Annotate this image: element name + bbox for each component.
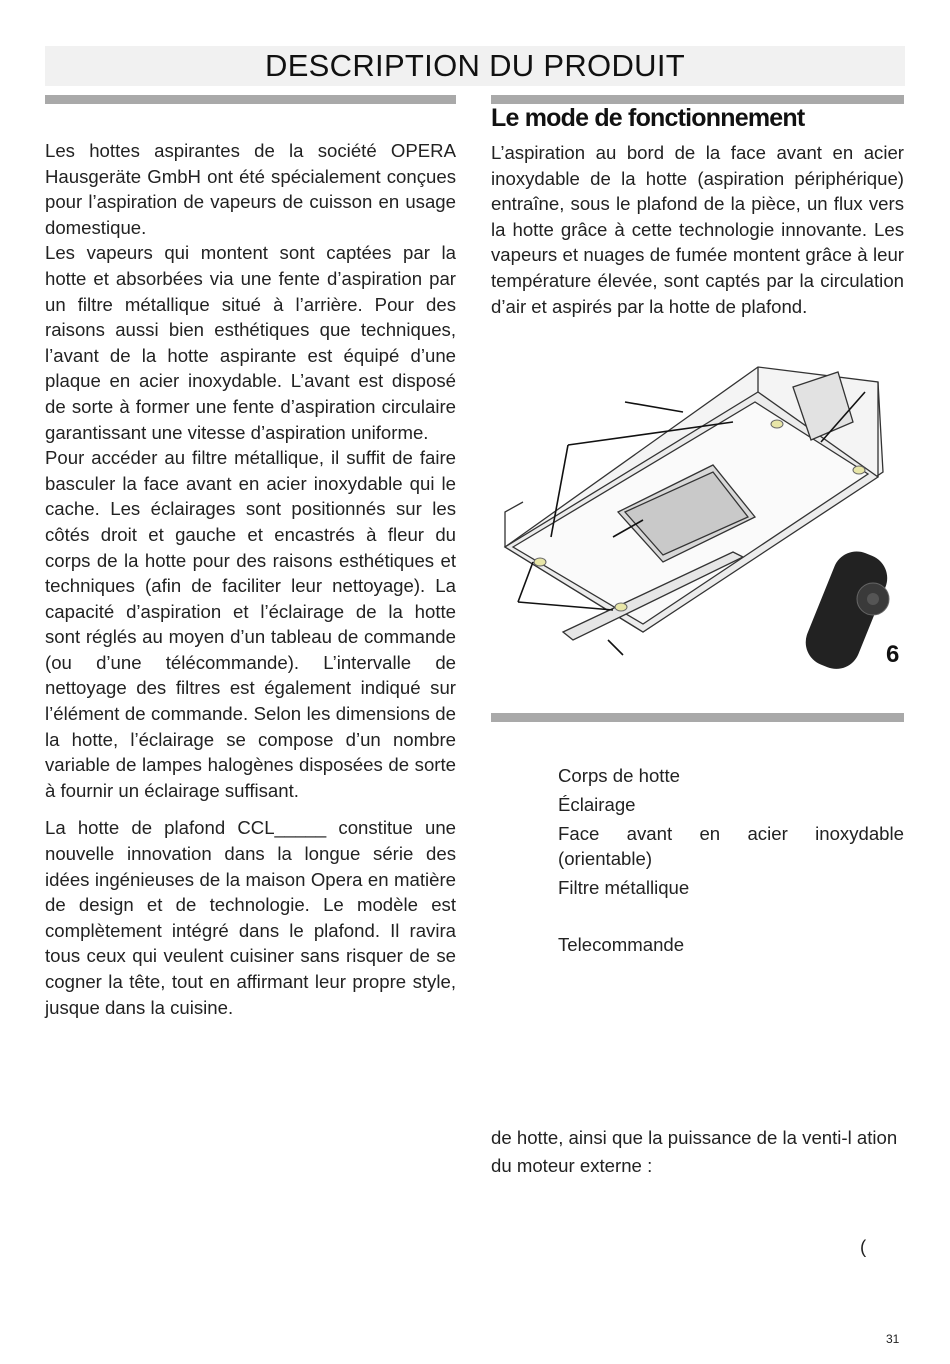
title-band <box>45 46 905 86</box>
lamp-left-front <box>534 558 546 566</box>
legend-item: Éclairage <box>558 794 636 815</box>
function-paragraph: L’aspiration au bord de la face avant en acier inoxydable de la hotte (aspiration périphérique) entraîne, sous le plafond de la pièce, un flux vers la hotte grâce à cette technologie innovante. Les vapeurs et nuages de fumée montent grâce à leur température élevée, sont captés par la circulation d’air et aspirés par la hotte de plafond. <box>491 142 904 317</box>
left-column <box>45 138 456 1020</box>
motor-text: de hotte, ainsi que la puissance de la venti-l ation du moteur externe : <box>491 1127 898 1176</box>
left-divider <box>45 95 456 104</box>
right-divider-mid <box>491 713 904 722</box>
remote-control-illustration <box>798 544 894 676</box>
lamp-left-rear <box>615 603 627 611</box>
hood-diagram <box>493 362 905 694</box>
right-column <box>491 140 904 319</box>
right-divider-top <box>491 95 904 104</box>
stray-parenthesis: ( <box>860 1236 867 1257</box>
figure-label-6: 6 <box>886 641 900 668</box>
legend-item: Filtre métallique <box>558 877 690 898</box>
intro-paragraph: Les hottes aspirantes de la société OPERA Hausgeräte GmbH ont été spécialement conçues pour l’aspiration de vapeurs de cuisson en usage domestique. <box>45 140 456 238</box>
lamp-right-front <box>771 420 783 428</box>
legend-item: Face avant en acier inoxydable (orientable) <box>558 823 904 869</box>
section-heading: Le mode de fonctionnement <box>491 104 805 132</box>
page-title: DESCRIPTION DU PRODUIT <box>265 48 685 83</box>
legend-item: Telecommande <box>558 934 685 955</box>
page-number: 31 <box>886 1332 900 1346</box>
legend-list <box>558 763 904 961</box>
ceiling-hood-paragraph: La hotte de plafond CCL_____ constitue une nouvelle innovation dans la longue série des idées ingénieuses de la maison Opera en matière de design et de technologie. Le modèle est complètement intégré dans le plafond. Il ravira tous ceux qui veulent cuisiner sans risquer de se cogner la tête, tout en affirmant leur propre style, jusque dans la cuisine. <box>45 817 456 1018</box>
filter-access-paragraph: Pour accéder au filtre métallique, il suffit de faire basculer la face avant en acier inoxydable qui le cache. Les éclairages sont positionnés sur les côtés droit et gauche et encastrés à fleur du corps de la hotte pour des raisons esthétiques et techniques (afin de faciliter leur nettoyage). La capacité d’aspiration et l’éclairage de la hotte sont réglés au moyen d’un tableau de commande (ou d’une télécommande). L’intervalle de nettoyage des filtres est également indiqué sur l’élément de commande. Selon les dimensions de la hotte, l’éclairage se compose d’un nombre variable de lampes halogènes disposées de sorte à fournir un éclairage suffisant. <box>45 447 456 801</box>
legend-item: Corps de hotte <box>558 765 680 786</box>
vapour-paragraph: Les vapeurs qui montent sont captées par la hotte et absorbées via une fente d’aspiration par un filtre métallique situé à l’arrière. Pour des raisons aussi bien esthétiques que techniques, l’avant de la hotte aspirante est équipé d’une plaque en acier inoxydable. L’avant est disposé de sorte à former une fente d’aspiration circulaire garantissant une vitesse d’aspiration uniforme. <box>45 242 456 443</box>
lamp-right-rear <box>853 466 865 474</box>
